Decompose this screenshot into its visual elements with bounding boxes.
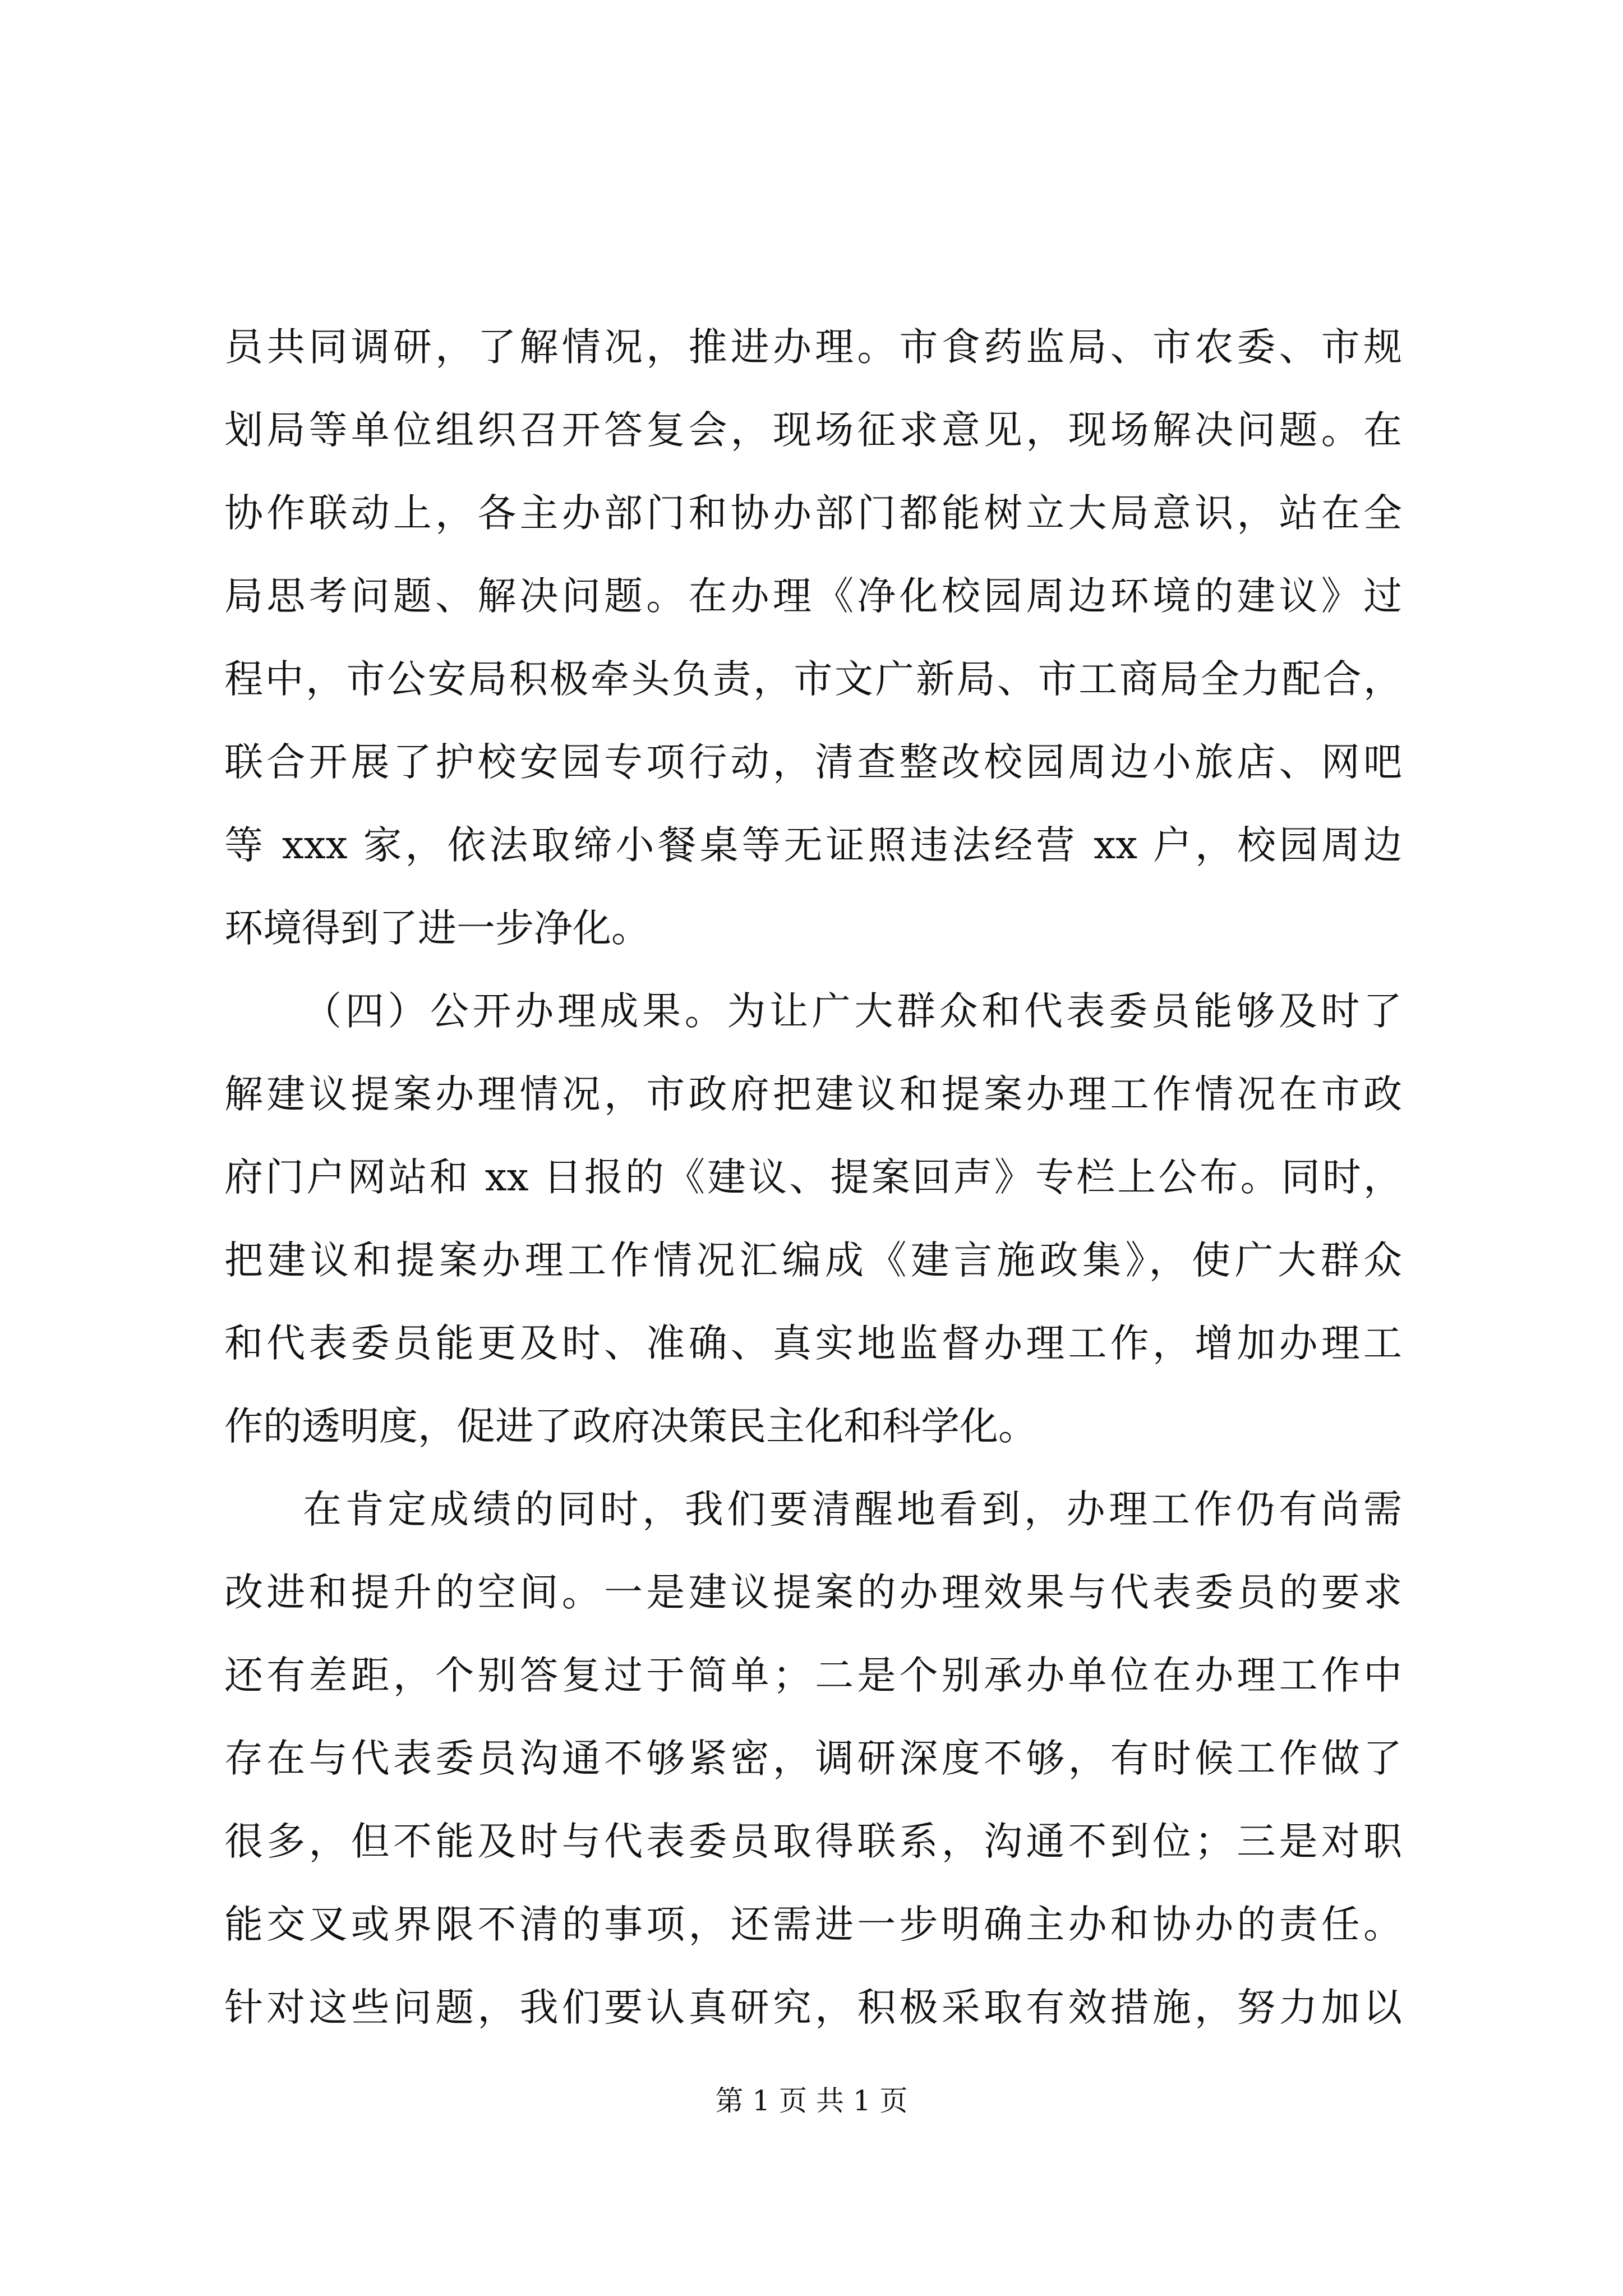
- text-line: 联合开展了护校安园专项行动，清查整改校园周边小旅店、网吧: [224, 740, 1402, 785]
- text-line: 局思考问题、解决问题。在办理《净化校园周边环境的建议》过: [224, 574, 1402, 619]
- text-line: 程中，市公安局积极牵头负责，市文广新局、市工商局全力配合，: [224, 657, 1402, 702]
- text-line: 和代表委员能更及时、准确、真实地监督办理工作，增加办理工: [224, 1321, 1402, 1366]
- text-line: 针对这些问题，我们要认真研究，积极采取有效措施，努力加以: [224, 1985, 1402, 2030]
- paragraph-section-four: [224, 970, 1402, 1468]
- paragraph-shortcomings: [224, 1468, 1402, 2049]
- text-line: 把建议和提案办理工作情况汇编成《建言施政集》，使广大群众: [224, 1238, 1402, 1283]
- paragraph-continued: [224, 306, 1402, 970]
- text-line: 划局等单位组织召开答复会，现场征求意见，现场解决问题。在: [224, 408, 1402, 453]
- text-line: 在肯定成绩的同时，我们要清醒地看到，办理工作仍有尚需: [303, 1487, 1402, 1532]
- text-line: 作的透明度，促进了政府决策民主化和科学化。: [224, 1404, 1037, 1449]
- text-line: 改进和提升的空间。一是建议提案的办理效果与代表委员的要求: [224, 1570, 1402, 1615]
- text-line: （四）公开办理成果。为让广大群众和代表委员能够及时了: [303, 989, 1402, 1034]
- text-line: 能交叉或界限不清的事项，还需进一步明确主办和协办的责任。: [224, 1902, 1402, 1947]
- page-number-footer: 第 1 页 共 1 页: [715, 2085, 908, 2117]
- text-line: 协作联动上，各主办部门和协办部门都能树立大局意识，站在全: [224, 491, 1402, 536]
- document-body: [224, 306, 1402, 2049]
- text-line: 等 xxx 家，依法取缔小餐桌等无证照违法经营 xx 户，校园周边: [224, 823, 1402, 868]
- text-line: 存在与代表委员沟通不够紧密，调研深度不够，有时候工作做了: [224, 1736, 1402, 1781]
- text-line: 很多，但不能及时与代表委员取得联系，沟通不到位；三是对职: [224, 1819, 1402, 1864]
- text-line: 府门户网站和 xx 日报的《建议、提案回声》专栏上公布。同时，: [224, 1155, 1402, 1200]
- text-line: 员共同调研，了解情况，推进办理。市食药监局、市农委、市规: [224, 325, 1402, 370]
- text-line: 解建议提案办理情况，市政府把建议和提案办理工作情况在市政: [224, 1072, 1402, 1117]
- text-line: 环境得到了进一步净化。: [224, 906, 650, 951]
- text-line: 还有差距，个别答复过于简单；二是个别承办单位在办理工作中: [224, 1653, 1402, 1698]
